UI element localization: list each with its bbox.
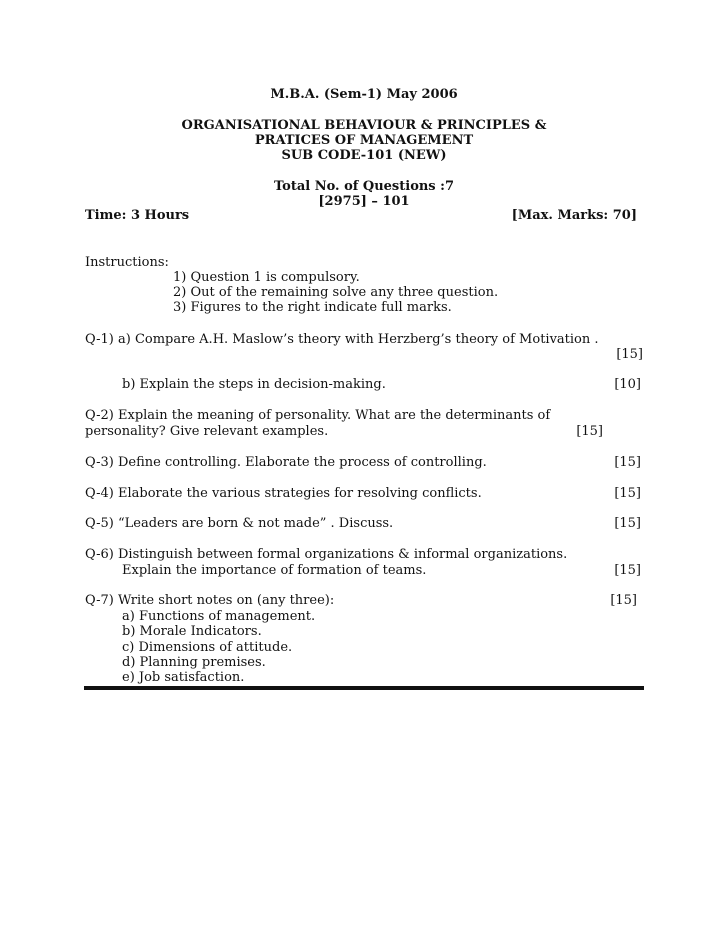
- time-allowed: Time: 3 Hours: [85, 208, 190, 223]
- question-1a-marks: [15]: [616, 347, 643, 362]
- question-4-marks: [15]: [614, 486, 641, 501]
- instruction-item: 1) Question 1 is compulsory.: [173, 270, 360, 285]
- question-6-line-2: Explain the importance of formation of teams.: [122, 563, 427, 578]
- question-2-line-1: Q-2) Explain the meaning of personality. What are the determinants of: [85, 408, 551, 423]
- instruction-item: 2) Out of the remaining solve any three question.: [173, 285, 499, 300]
- question-2-line-2: personality? Give relevant examples.: [85, 424, 329, 439]
- footer-divider: [84, 686, 644, 690]
- question-7-item: a) Functions of management.: [122, 609, 316, 624]
- question-6-marks: [15]: [614, 563, 641, 578]
- question-7-item: e) Job satisfaction.: [122, 670, 245, 685]
- subject-line-2: PRATICES OF MANAGEMENT: [254, 133, 474, 148]
- question-7-marks: [15]: [610, 593, 637, 608]
- max-marks: [Max. Marks: 70]: [511, 208, 637, 223]
- question-7-item: c) Dimensions of attitude.: [122, 640, 293, 655]
- instruction-item: 3) Figures to the right indicate full marks.: [173, 300, 452, 315]
- question-7-item: d) Planning premises.: [122, 655, 266, 670]
- question-3: Q-3) Define controlling. Elaborate the process of controlling.: [85, 455, 487, 470]
- question-1a: Q-1) a) Compare A.H. Maslow’s theory with Herzberg’s theory of Motivation .: [85, 332, 599, 347]
- question-5-marks: [15]: [614, 516, 641, 531]
- question-7: Q-7) Write short notes on (any three):: [85, 593, 335, 608]
- question-1b: b) Explain the steps in decision-making.: [122, 377, 386, 392]
- question-3-marks: [15]: [614, 455, 641, 470]
- total-questions: Total No. of Questions :7: [273, 179, 455, 194]
- sub-code: SUB CODE-101 (NEW): [281, 148, 447, 163]
- subject-line-1: ORGANISATIONAL BEHAVIOUR & PRINCIPLES &: [181, 118, 547, 133]
- question-7-item: b) Morale Indicators.: [122, 624, 262, 639]
- question-6-line-1: Q-6) Distinguish between formal organizations & informal organizations.: [85, 547, 568, 562]
- question-2-marks: [15]: [576, 424, 603, 439]
- instructions-title: Instructions:: [85, 255, 169, 270]
- question-4: Q-4) Elaborate the various strategies for resolving conflicts.: [85, 486, 482, 501]
- question-5: Q-5) “Leaders are born & not made” . Discuss.: [85, 516, 394, 531]
- paper-code: [2975] – 101: [318, 194, 410, 209]
- question-1b-marks: [10]: [614, 377, 641, 392]
- exam-title: M.B.A. (Sem-1) May 2006: [270, 87, 458, 102]
